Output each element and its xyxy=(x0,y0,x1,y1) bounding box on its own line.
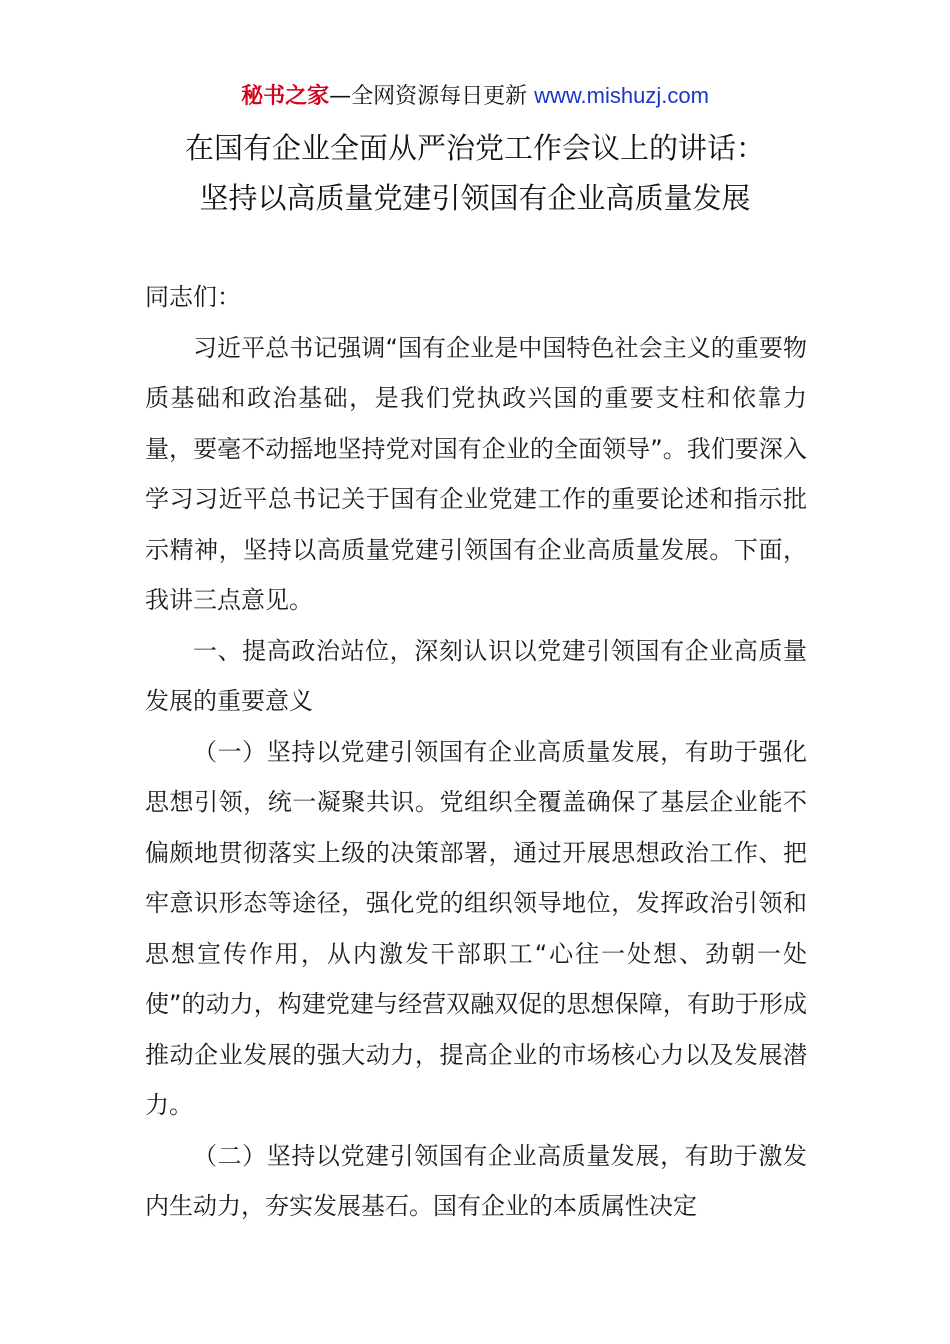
section-heading-1: 一、提高政治站位，深刻认识以党建引领国有企业高质量发展的重要意义 xyxy=(145,636,807,715)
site-tagline: —全网资源每日更新 xyxy=(329,84,535,109)
document-title-line-2: 坚持以高质量党建引领国有企业高质量发展 xyxy=(199,181,751,215)
paragraph-intro: 习近平总书记强调“国有企业是中国特色社会主义的重要物质基础和政治基础，是我们党执政兴国的重要支柱和依靠力量，要毫不动摇地坚持党对国有企业的全面领导”。我们要深入学习习近平总书记关于国有企业党建工作的重要论述和指示批示精神，坚持以高质量党建引领国有企业高质量发展。下面，我讲三点意见。 xyxy=(145,333,807,614)
site-url-link[interactable]: www.mishuzj.com xyxy=(534,83,709,108)
paragraph-point-2: （二）坚持以党建引领国有企业高质量发展，有助于激发内生动力，夯实发展基石。国有企业的本质属性决定 xyxy=(145,1141,807,1220)
paragraph-point-1: （一）坚持以党建引领国有企业高质量发展，有助于强化思想引领，统一凝聚共识。党组织全覆盖确保了基层企业能不偏颇地贯彻落实上级的决策部署，通过开展思想政治工作、把牢意识形态等途径，强化党的组织领导地位，发挥政治引领和思想宣传作用，从内激发干部职工“心往一处想、劲朝一处使”的动力，构建党建与经营双融双促的思想保障，有助于形成推动企业发展的强大动力，提高企业的市场核心力以及发展潜力。 xyxy=(145,737,807,1119)
document-title-line-1: 在国有企业全面从严治党工作会议上的讲话： xyxy=(184,131,765,165)
salutation: 同志们： xyxy=(145,283,241,311)
site-header xyxy=(0,80,950,113)
site-brand: 秘书之家 xyxy=(241,84,330,109)
document-body xyxy=(145,272,807,1232)
